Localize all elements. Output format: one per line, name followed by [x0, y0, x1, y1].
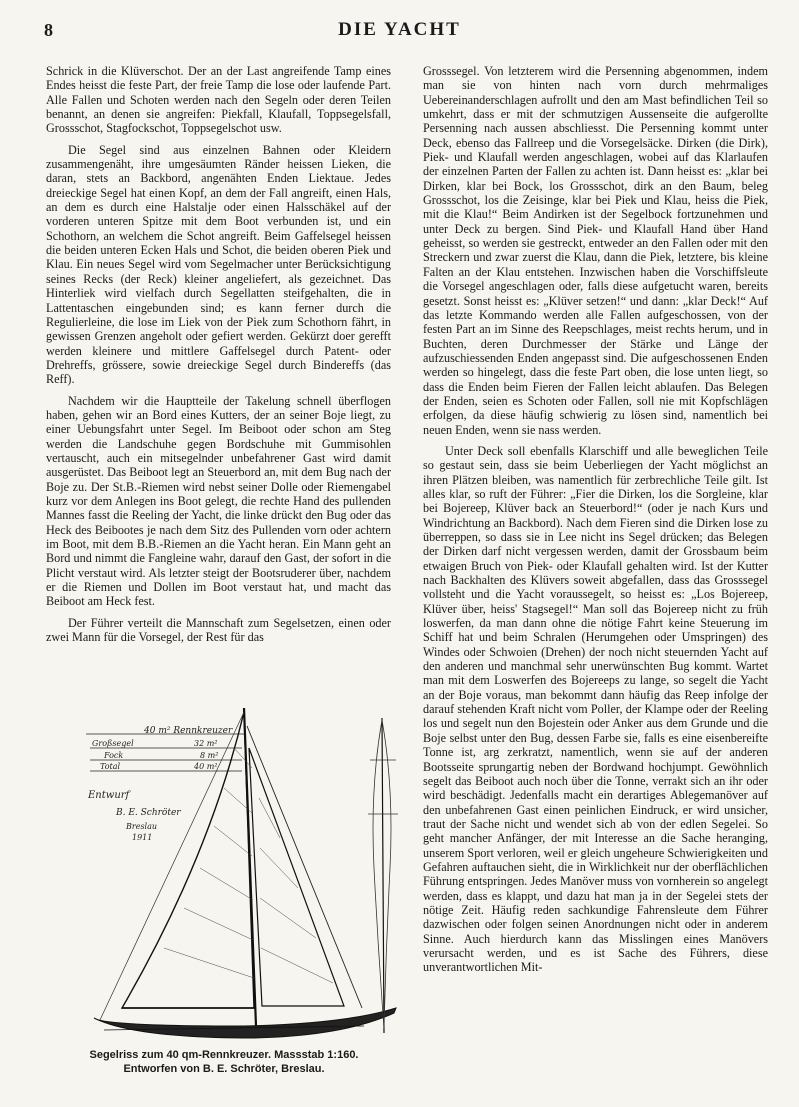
journal-title: DIE YACHT [338, 19, 461, 40]
legend-value: 32 m² [194, 739, 218, 748]
signature-line: 1911 [132, 833, 153, 842]
signature-line: B. E. Schröter [116, 808, 181, 818]
page-header [0, 0, 799, 50]
left-column [46, 64, 391, 644]
legend-value: 8 m² [200, 751, 219, 760]
paragraph: Der Führer verteilt die Mannschaft zum Segelsetzen, einen oder zwei Mann für die Vorsegel, der Rest für das [46, 615, 391, 645]
paragraph: Die Segel sind aus einzelnen Bahnen oder Kleidern zusammengenäht, ihre umgesäumten Ränder heissen Lieken, die daran, stets an Backbord, angenähten Enden Liektaue. Jedes dreieckige Segel hat einen Kopf, an dem der Fall angreift, einen Hals, an dem es durch eine Halstalje oder einen Halsschäkel auf der vorderen unteren Spitze mit dem Boot verbunden ist, und ein Schothorn, an welchem die Schot angreift. Beim Gaffelsegel heissen die beiden unteren Ecken Hals und Schot, die beiden oberen Piek und Klau. Ein neues Segel wird vom Segelmacher unter Berücksichtigung seines Recks (der Reck) kleiner angeliefert, als gezeichnet. Das Hinterliek wird vielfach durch Segellatten steifgehalten, die in Lattentaschen eingebunden sind; es kann ferner durch die Regulierleine, die lose im Liek von der Piek zum Schothorn fährt, in gewissen Grenzen angeholt oder gefiert werden. Gekürzt doer gerefft werden kleinere und mittlere Gaffelsegel durch Patent- oder Drehreffs, grössere, sowie dreieckige Segel durch Bindereffs (das Reff). [46, 142, 391, 387]
sail-plan-figure [44, 708, 404, 1048]
paragraph: Nachdem wir die Hauptteile der Takelung schnell überflogen haben, gehen wir an Bord eines Kutters, der an seiner Boje liegt, zu einer Uebungsfahrt unter Segel. Im Beiboot oder schon am Steg werden die Landschuhe gegen Bordschuhe mit Gummisohlen vertauscht, auch ein mitsegelnder unbefahrener Gast wird damit ausgerüstet. Das Beiboot legt an Steuerbord an, mit dem Bug nach der Boje zu. Der St.B.-Riemen wird nebst seiner Dolle oder Riemengabel kurz vor dem Anlegen ins Boot gelegt, die rechte Hand des pullenden Mannes fasst die Reeling der Yacht, die linke drückt den Bug oder das Heck des Beibootes je nach dem Sitz des Pullenden vorn oder achtern im Boot, mit dem B.B.-Riemen an die Yacht heran. Ein Mann geht an Bord und nimmt die Fangleine wahr, darauf den Gast, der sofort in die Plicht verstaut wird. Als letzter steigt der Bootsruderer über, nachdem er die Riemen und Dollen im Boot verstaut hat, und macht das Beiboot am Heck fest. [46, 393, 391, 609]
legend-label: Fock [104, 751, 124, 760]
legend-label: Total [100, 762, 121, 771]
legend-value: 40 m² [194, 762, 218, 771]
figure-caption [44, 1048, 404, 1076]
legend-label: Großsegel [92, 739, 134, 748]
paragraph: Unter Deck soll ebenfalls Klarschiff und alle beweglichen Teile so gestaut sein, dass sie beim Ueberliegen der Yacht möglichst an ihren Plätzen bleiben, was namentlich für zerbrechliche Teile gilt. Ist alles klar, so ruft der Führer: „Fier die Dirken, los die Sorgleine, klar bei Bojereep, Klüver back an Steuerbord!“ (oder je nach Kurs und Windrichtung an Backbord). Nach dem Fieren sind die Dirken lose zu überreppen, so dass sie in Lee nicht ins Segel drücken; das Belegen der Dirken darf nicht vergessen werden, damit der Grossbaum beim etwaigen Bruch von Piek- oder Klaufall gehalten wird. Ist der Kutter nach Backhalten des Klüvers soweit abgefallen, dass das Grosssegel vollsteht und die Yacht voraussegelt, so heisst es: „Los Bojereep, Klüver über, heiss' Stagsegel!“ Man soll das Bojereep nicht zu früh loswerfen, da man dann ohne die nötige Fahrt keine Steuerung im Schiff hat und beim Schralen (Herumgehen oder Umspringen) des Windes oder Schwoien (Drehen) der noch nicht steuernden Yacht auf den anderen und manchmal sehr unerwünschten Bug kommt. Wartet man mit dem Loswerfen des Bojereeps zu lange, so segelt die Yacht an der Boje voraus, man bekommt dann häufig das Reep infolge der darauf stehenden Kraft nicht vom Poller, der Klampe oder der Reeling los und segelt nun den Bojestein oder Anker aus dem Grunde und die Boje selbst unter den Bug, dessen Farbe sie, falls es eine eisenbereifte Tonne ist, arg zerkratzt, namentlich, wenn sie auf der anderen Bootsseite sprungartig neben der Bordwand hochjumpt. Gewöhnlich segelt das Beiboot auch noch über die Tonne, verrakt sich an ihr oder wird beschädigt. Jedenfalls macht ein derartiges Ablegemanöver auf den unbefahrenen Gast einen peinlichen Eindruck, er wird unsicher, traut der Sache nicht und wendet sich ab von der edlen Segelei. So geht mancher Anfänger, der mit Interesse an die Sache heranging, unserem Sport verloren, weil er gleich ungeheure Schwierigkeiten und Gefahren auftauchen sieht, die in Wirklichkeit nur der oberflächlichen Führung entspringen. Jedes Manöver muss von vornherein so angelegt werden, dass es klappt, und dazu hat man ja in der Segelei stets der nötige Zeit. Häufig reden sachkundige Fahrensleute dem Führer dazwischen oder folgen seinen Anordnungen nicht oder in anderem Sinne. Auch hierdurch kann das Misslingen eines Manövers verursacht werden, und es ist Sache des Führers, diese unverantwortlichen Mit- [423, 443, 768, 975]
paragraph: Schrick in die Klüverschot. Der an der Last angreifende Tamp eines Endes heisst die feste Part, der freie Tamp die lose oder laufende Part. Alle Fallen und Schoten werden nach den Segeln oder deren Teilen benannt, an denen sie angreifen: Piekfall, Klaufall, Toppsegelsfall, Grossschot, Stagfockschot, Toppsegelschot usw. [46, 64, 391, 136]
signature-line: Breslau [126, 822, 158, 831]
page-number: 8 [44, 20, 53, 40]
paragraph: Grosssegel. Von letzterem wird die Persenning abgenommen, indem man sie von hinten nach vorn durch mehrmaliges Uebereinanderschlagen aufrollt und den am Mast befindlichen Teil so umkehrt, dass er mit der schmutzigen Aussenseite die aufgerollte Persenning nach aussen abschliesst. Die Persenning kommt unter Deck, ebenso das Fallreep und die Vorsegelsäcke. Dirken (die Dirk), Piek- und Klaufall werden angeschlagen, wobei auf das Klarlaufen der einzelnen Parten der Fallen zu achten ist. Dann heisst es: „klar bei Dirken, klar bei Bock, los Grossschot, dirk an den Baum, beleg Grossschot, los die Zeisinge, klar bei Piek und Klau, heiss die Piek, mit die Klau!“ Beim Andirken ist der Segelbock fortzunehmen und unter Deck zu bergen. Sind Piek- und Klaufall Hand über Hand geheisst, so werden sie gestreckt, entweder an den Fallen oder mit den Streckern und zwar zuerst die Klau, dann die Piek, letztere, bis kleine Falten an der Klau entstehen. Inzwischen haben die Vorschiffsleute die Vorsegel angeschlagen oder, falls diese aufgetucht waren, bereits gesetzt. Sonst heisst es: „Klüver setzen!“ und dann: „klar Deck!“ Auf das letzte Kommando werden alle Fallen aufgeschossen, von der festen Part an im Sinne des Reepschlages, meist rechts herum, und in Buchten, deren Durchmesser der Stärke und Länge der aufzuschiessenden Enden angepasst sind. Die aufgeschossenen Enden werden so hingelegt, dass die feste Part oben, die lose unten liegt, so dass die Enden beim Fieren der Fallen leicht ablaufen. Das Belegen der Enden, seien es Schoten oder Fallen, soll nie mit Kopfschlägen erfolgen, da diese häufig schwierig zu lösen sind, namentlich bei neuen Enden, wenn sie nass werden. [423, 64, 768, 437]
caption-line: Entworfen von B. E. Schröter, Breslau. [123, 1063, 325, 1075]
sail-plan-drawing [44, 708, 404, 1048]
legend-title: 40 m² Rennkreuzer [144, 726, 233, 736]
signature-line: Entwurf [88, 790, 130, 801]
caption-line: Segelriss zum 40 qm-Rennkreuzer. Massstab 1:160. [89, 1049, 359, 1061]
right-column [423, 64, 768, 975]
